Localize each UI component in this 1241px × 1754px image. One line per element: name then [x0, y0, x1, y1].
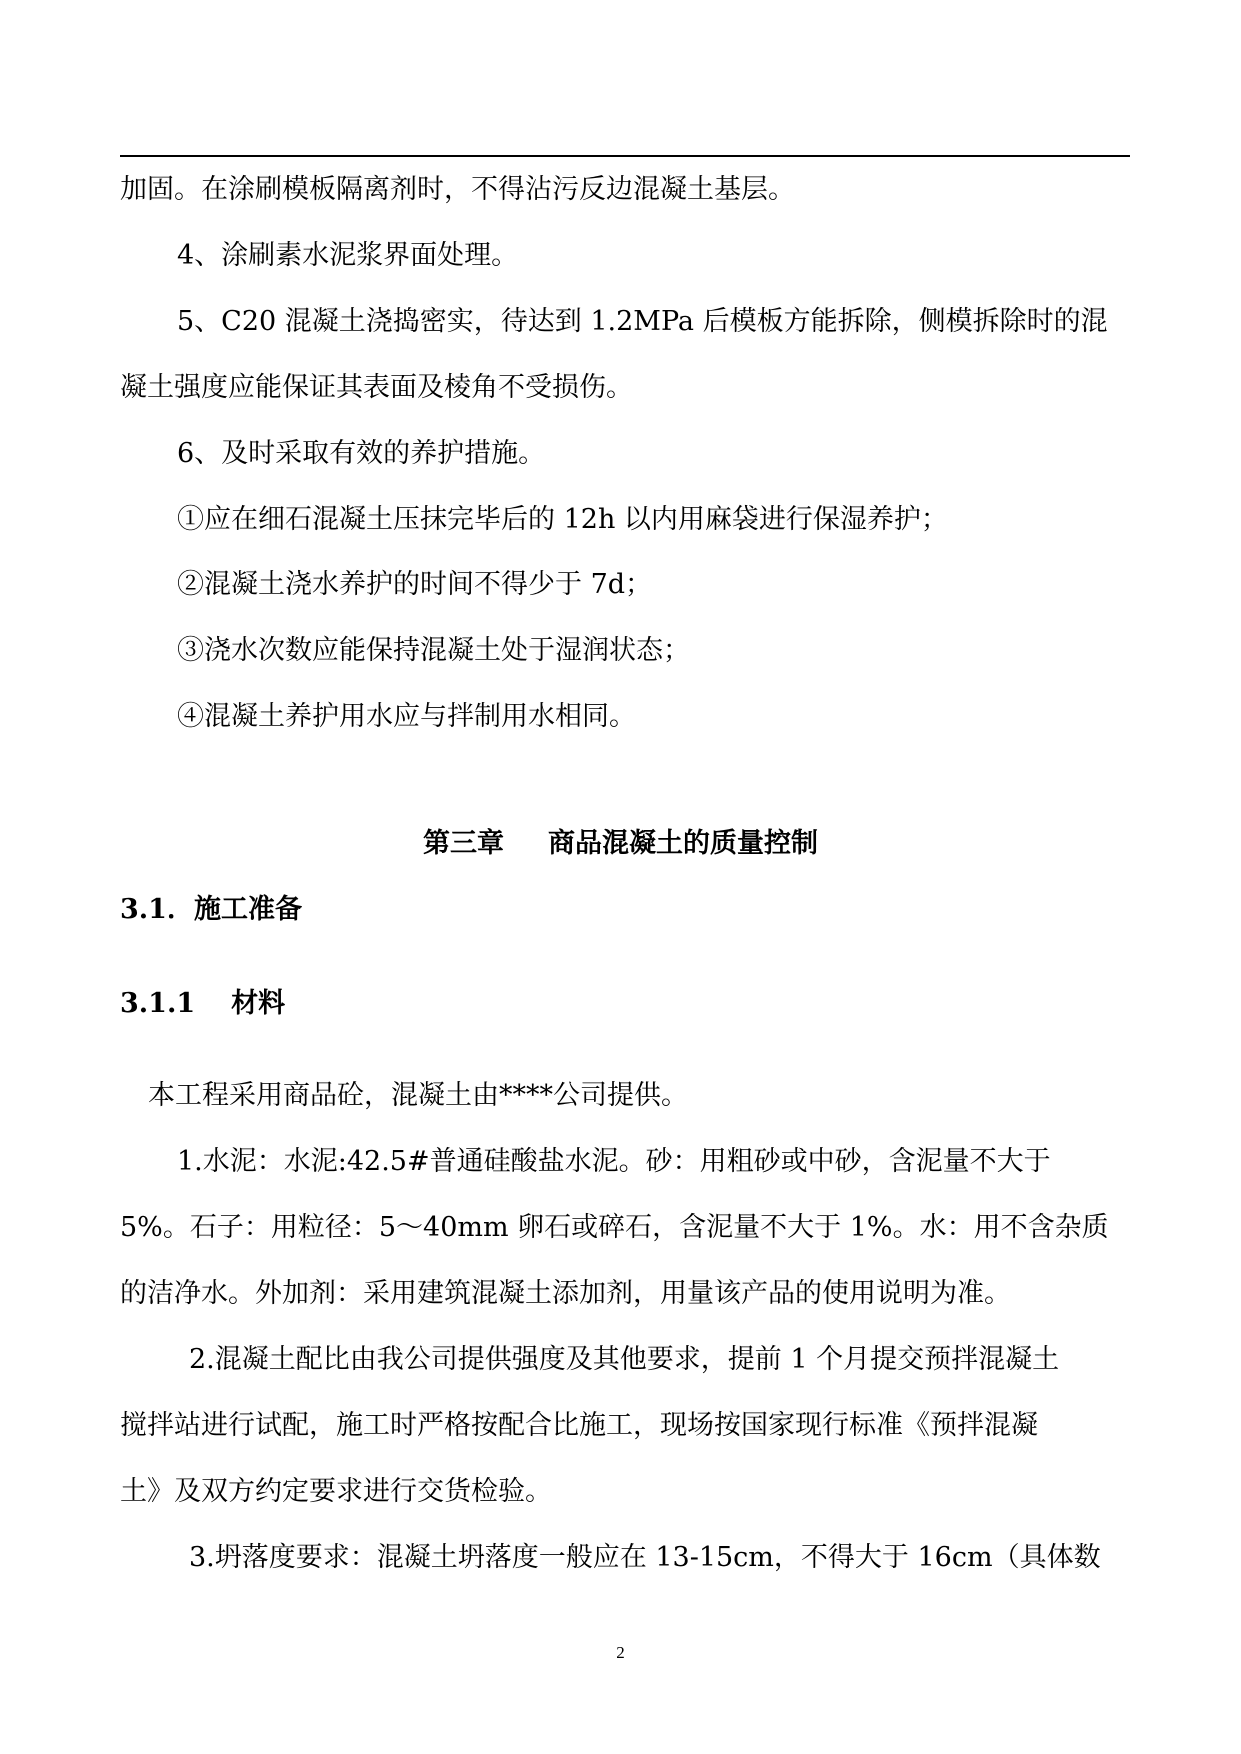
section-heading: 3.1．施工准备 [120, 894, 302, 925]
body-intro: 本工程采用商品砼，混凝土由****公司提供。 [148, 1080, 688, 1111]
body-item-1-line-3: 的洁净水。外加剂：采用建筑混凝土添加剂，用量该产品的使用说明为准。 [120, 1278, 1011, 1309]
header-rule [120, 155, 1130, 157]
chapter-number: 第三章 [423, 828, 504, 859]
chapter-heading [0, 826, 1241, 862]
chapter-title: 商品混凝土的质量控制 [548, 828, 818, 859]
subsection-heading [120, 986, 285, 1022]
list-item-5: 5、C20 混凝土浇捣密实，待达到 1.2MPa 后模板方能拆除，侧模拆除时的混 [177, 306, 1108, 337]
sub-item-3: ③浇水次数应能保持混凝土处于湿润状态； [177, 635, 690, 666]
paragraph-continuation: 加固。在涂刷模板隔离剂时，不得沾污反边混凝土基层。 [120, 174, 795, 205]
sub-item-4: ④混凝土养护用水应与拌制用水相同。 [177, 701, 636, 732]
body-item-2: 2.混凝土配比由我公司提供强度及其他要求，提前 1 个月提交预拌混凝土 [189, 1344, 1060, 1375]
sub-item-2: ②混凝土浇水养护的时间不得少于 7d； [177, 569, 653, 600]
body-item-1: 1.水泥：水泥:42.5#普通硅酸盐水泥。砂：用粗砂或中砂，含泥量不大于 [177, 1146, 1051, 1177]
list-item-6: 6、及时采取有效的养护措施。 [177, 438, 546, 469]
subsection-number: 3.1.1 [120, 988, 196, 1019]
body-item-3: 3.坍落度要求：混凝土坍落度一般应在 13-15cm，不得大于 16cm（具体数 [189, 1542, 1101, 1573]
list-item-5-continuation: 凝土强度应能保证其表面及棱角不受损伤。 [120, 372, 633, 403]
body-item-1-line-2: 5%。石子：用粒径：5～40mm 卵石或碎石，含泥量不大于 1%。水：用不含杂质 [120, 1212, 1109, 1243]
sub-item-1: ①应在细石混凝土压抹完毕后的 12h 以内用麻袋进行保湿养护； [177, 504, 948, 535]
list-item-4: 4、涂刷素水泥浆界面处理。 [177, 240, 519, 271]
body-item-2-line-2: 搅拌站进行试配，施工时严格按配合比施工，现场按国家现行标准《预拌混凝 [120, 1410, 1038, 1441]
page-number: 2 [616, 1643, 625, 1662]
subsection-title: 材料 [231, 988, 286, 1019]
body-item-2-line-3: 土》及双方约定要求进行交货检验。 [120, 1476, 552, 1507]
